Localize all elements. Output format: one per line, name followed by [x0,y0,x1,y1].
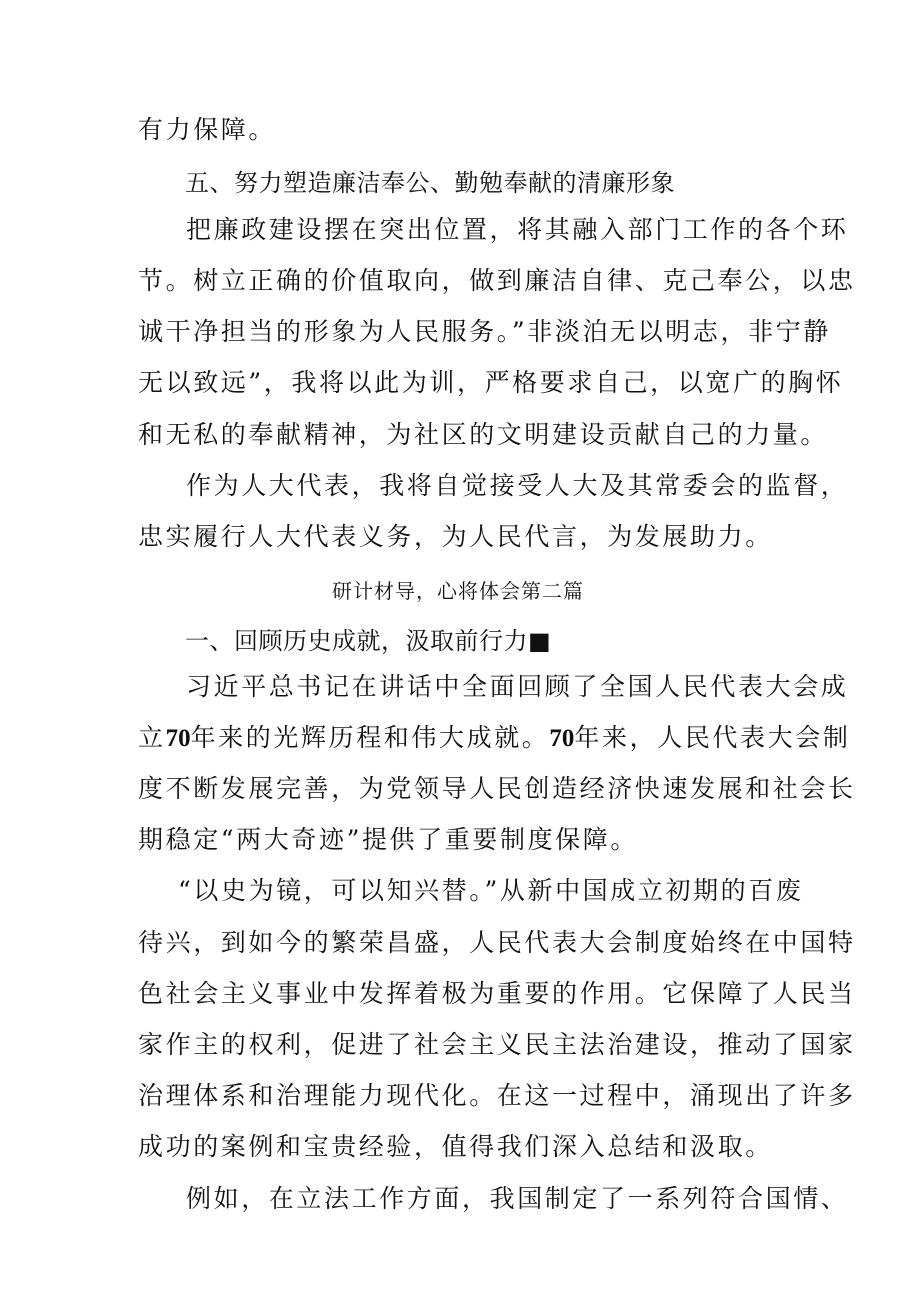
text-segment: 立 [138,723,166,752]
paragraph-line: 习近平总书记在讲话中全面回顾了全国人民代表大会成 [186,672,849,701]
text-segment: 年来的光辉历程和伟大成就。 [190,723,550,752]
section-heading-1: 一、回顾历史成就，汲取前行力■ [185,627,552,655]
paragraph-line: 和无私的奉献精神，为社区的文明建设贡献自己的力量。 [138,420,829,449]
paragraph-line: 作为人大代表，我将自觉接受人大及其常委会的监督， [186,471,849,500]
paragraph-line: 家作主的权利，促进了社会主义民主法治建设，推动了国家 [138,1030,856,1059]
paragraph-line: 例如，在立法工作方面，我国制定了一系列符合国情、 [186,1184,849,1213]
article-subtitle: 研计材导，心将体会第二篇 [332,579,584,603]
paragraph-line: 色社会主义事业中发挥着极为重要的作用。它保障了人民当 [138,979,856,1008]
paragraph-tail: 有力保障。 [138,115,277,144]
paragraph-line: 无以致远”，我将以此为训，严格要求自己，以宽广的胸怀 [138,368,844,397]
text-segment: 年来，人民代表大会制 [574,723,851,752]
paragraph-line: 度不断发展完善，为党领导人民创造经济快速发展和社会长 [138,774,856,803]
paragraph-line: 把廉政建设摆在突出位置，将其融入部门工作的各个环 [186,215,849,244]
paragraph-line: 期稳定“两大奇迹”提供了重要制度保障。 [138,825,638,854]
paragraph-line: 待兴，到如今的繁荣昌盛，人民代表大会制度始终在中国特 [138,928,856,957]
paragraph-line [138,723,850,754]
paragraph-line: “以史为镜，可以知兴替。”从新中国成立初期的百废 [178,876,804,905]
paragraph-line: 诚干净担当的形象为人民服务。”非淡泊无以明志，非宁静 [138,317,831,346]
paragraph-line: 成功的案例和宝贵经验，值得我们深入总结和汲取。 [138,1132,773,1161]
number-70: 70 [165,725,191,752]
paragraph-line: 治理体系和治理能力现代化。在这一过程中，涌现出了许多 [138,1081,856,1110]
number-70: 70 [549,725,575,752]
section-heading-5: 五、努力塑造廉洁奉公、勤勉奉献的清廉形象 [185,169,675,197]
paragraph-line: 节。树立正确的价值取向，做到廉洁自律、克己奉公，以忠 [138,266,856,295]
paragraph-line: 忠实履行人大代表义务，为人民代言，为发展助力。 [138,522,773,551]
